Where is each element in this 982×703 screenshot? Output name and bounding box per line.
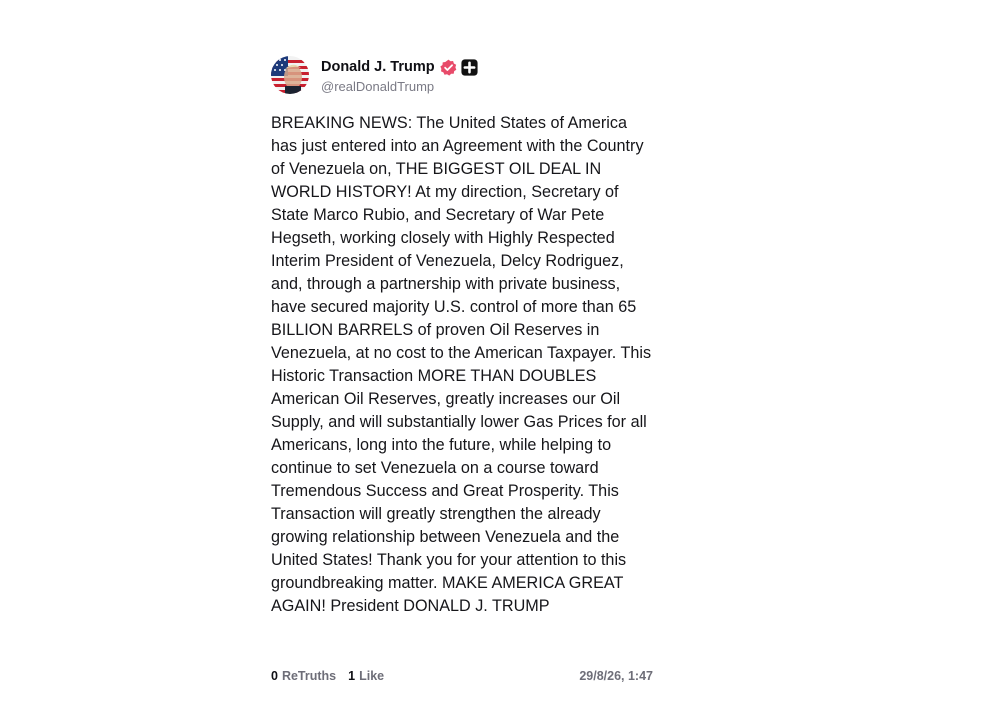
- author-display-name[interactable]: Donald J. Trump: [321, 58, 435, 75]
- author-names: [321, 57, 478, 93]
- post-footer: [271, 669, 653, 683]
- post-card: [271, 55, 653, 683]
- retruths-count: 0: [271, 669, 278, 683]
- likes-stat[interactable]: [348, 669, 384, 683]
- plus-badge-icon: [461, 59, 478, 76]
- likes-label: Like: [359, 669, 385, 683]
- retruths-label: ReTruths: [281, 669, 337, 683]
- post-header: [271, 55, 653, 95]
- avatar-image: [271, 56, 309, 94]
- name-row: [321, 57, 478, 77]
- avatar[interactable]: [271, 56, 309, 94]
- post-body-text: BREAKING NEWS: The United States of America has just entered into an Agreement with the Country of Venezuela on, THE BIGGEST OIL DEAL IN WORLD HISTORY! At my direction, Secretary of State Marco Rubio, and Secretary of War Pete Hegseth, working closely with Highly Respected Interim President of Venezuela, Delcy Rodriguez, and, through a partnership with private business, have secured majority U.S. control of more than 65 BILLION BARRELS of proven Oil Reserves in Venezuela, at no cost to the American Taxpayer. This Historic Transaction MORE THAN DOUBLES American Oil Reserves, greatly increases our Oil Supply, and will substantially lower Gas Prices for all Americans, long into the future, while helping to continue to set Venezuela on a course toward Tremendous Success and Great Prosperity. This Transaction will greatly strengthen the already growing relationship between Venezuela and the United States! Thank you for your attention to this groundbreaking matter. MAKE AMERICA GREAT AGAIN! President DONALD J. TRUMP: [271, 114, 652, 615]
- post-timestamp[interactable]: 29/8/26, 1:47: [579, 669, 653, 683]
- likes-count: 1: [348, 669, 356, 683]
- retruths-stat[interactable]: [271, 669, 336, 683]
- verified-badge-icon: [440, 59, 457, 76]
- author-handle[interactable]: @realDonaldTrump: [321, 79, 435, 94]
